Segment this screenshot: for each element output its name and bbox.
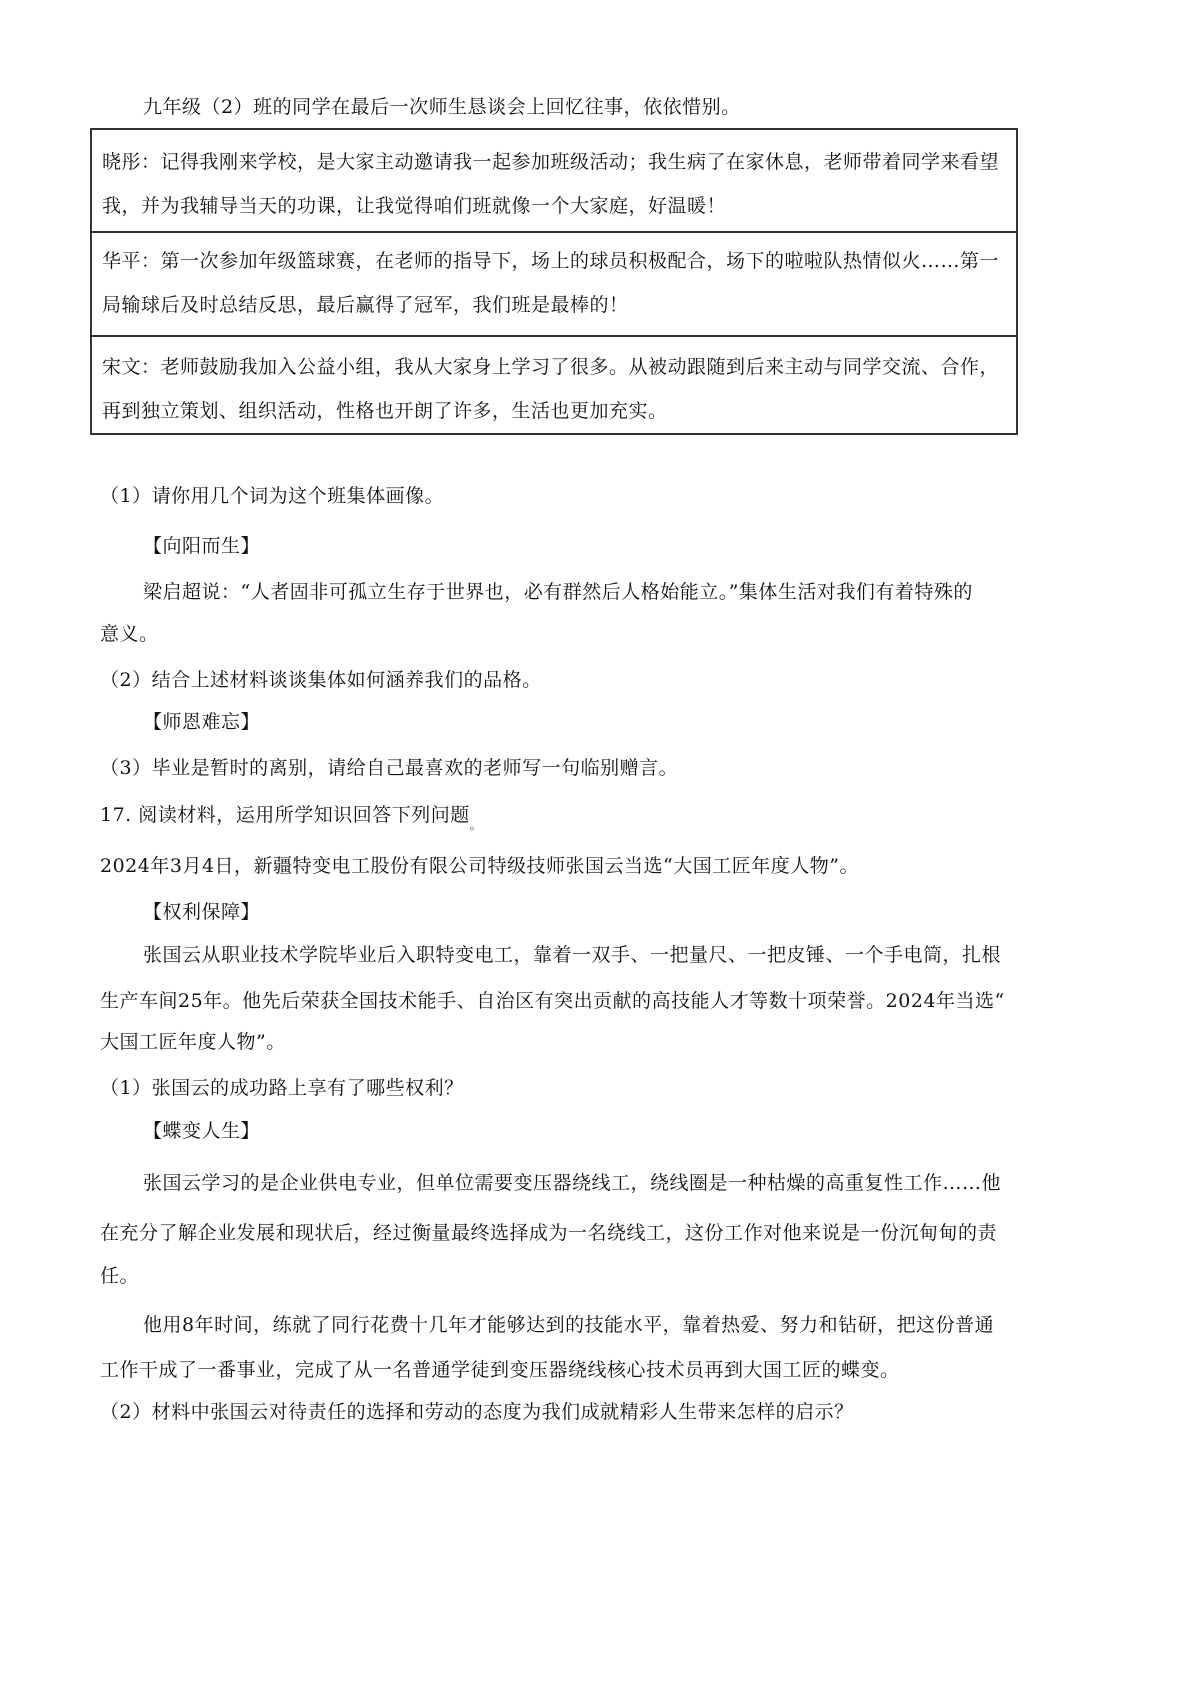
para-line: 任。	[100, 1265, 140, 1287]
table-row	[92, 231, 1016, 337]
row-line: 局输球后及时总结反思，最后赢得了冠军，我们班是最棒的！	[102, 294, 629, 316]
intro-text: 九年级（2）班的同学在最后一次师生恳谈会上回忆往事，依依惜别。	[143, 96, 741, 118]
question-16-3: （3）毕业是暂时的离别，请给自己最喜欢的老师写一句临别赠言。	[100, 757, 679, 779]
quote-line: 梁启超说：“人者固非可孤立生存于世界也，必有群然后人格始能立。”集体生活对我们有着特殊的	[143, 581, 973, 603]
para-line: 大国工匠年度人物”。	[100, 1031, 286, 1053]
section-heading: 【权利保障】	[143, 901, 261, 923]
question-16-1: （1）请你用几个词为这个班集体画像。	[100, 485, 445, 507]
section-heading: 【向阳而生】	[143, 535, 261, 557]
row-line: 再到独立策划、组织活动，性格也开朗了许多，生活也更加充实。	[102, 400, 668, 422]
para-line: 他用8年时间，练就了同行花费十几年才能够达到的技能水平，靠着热爱、努力和钻研，把这份普通	[143, 1314, 995, 1336]
title-dot: 。	[469, 818, 483, 832]
para-line: 生产车间25年。他先后荣获全国技术能手、自治区有突出贡献的高技能人才等数十项荣誉。2024年当选“	[100, 990, 1005, 1012]
quote-line: 意义。	[100, 623, 159, 645]
question-17-title	[100, 803, 483, 832]
row-line: 宋文：老师鼓励我加入公益小组，我从大家身上学习了很多。从被动跟随到后来主动与同学交流、合作，	[102, 356, 1000, 378]
title-text: 17. 阅读材料，运用所学知识回答下列问题	[100, 804, 470, 826]
question-17-2: （2）材料中张国云对待责任的选择和劳动的态度为我们成就精彩人生带来怎样的启示？	[100, 1401, 854, 1423]
recollection-table	[90, 128, 1018, 435]
para-line: 张国云从职业技术学院毕业后入职特变电工，靠着一双手、一把量尺、一把皮锤、一个手电筒，扎根	[143, 944, 1002, 966]
section-heading: 【师恩难忘】	[143, 711, 261, 733]
table-row	[92, 335, 1016, 435]
table-row	[92, 130, 1016, 233]
section-heading: 【蝶变人生】	[143, 1120, 261, 1142]
row-line: 晓彤：记得我刚来学校，是大家主动邀请我一起参加班级活动；我生病了在家休息，老师带着同学来看望	[102, 151, 1000, 173]
question-16-2: （2）结合上述材料谈谈集体如何涵养我们的品格。	[100, 669, 542, 691]
lead-text: 2024年3月4日，新疆特变电工股份有限公司特级技师张国云当选“大国工匠年度人物”。	[100, 855, 859, 877]
row-line: 我，并为我辅导当天的功课，让我觉得咱们班就像一个大家庭，好温暖！	[102, 195, 727, 217]
question-17-1: （1）张国云的成功路上享有了哪些权利？	[100, 1077, 464, 1099]
para-line: 工作干成了一番事业，完成了从一名普通学徒到变压器绕线核心技术员再到大国工匠的蝶变。	[100, 1359, 900, 1381]
para-line: 在充分了解企业发展和现状后，经过衡量最终选择成为一名绕线工，这份工作对他来说是一份沉甸甸的责	[100, 1222, 998, 1244]
para-line: 张国云学习的是企业供电专业，但单位需要变压器绕线工，绕线圈是一种枯燥的高重复性工作……他	[143, 1172, 1002, 1194]
row-line: 华平：第一次参加年级篮球赛，在老师的指导下，场上的球员积极配合，场下的啦啦队热情似火……第一	[102, 250, 1000, 272]
